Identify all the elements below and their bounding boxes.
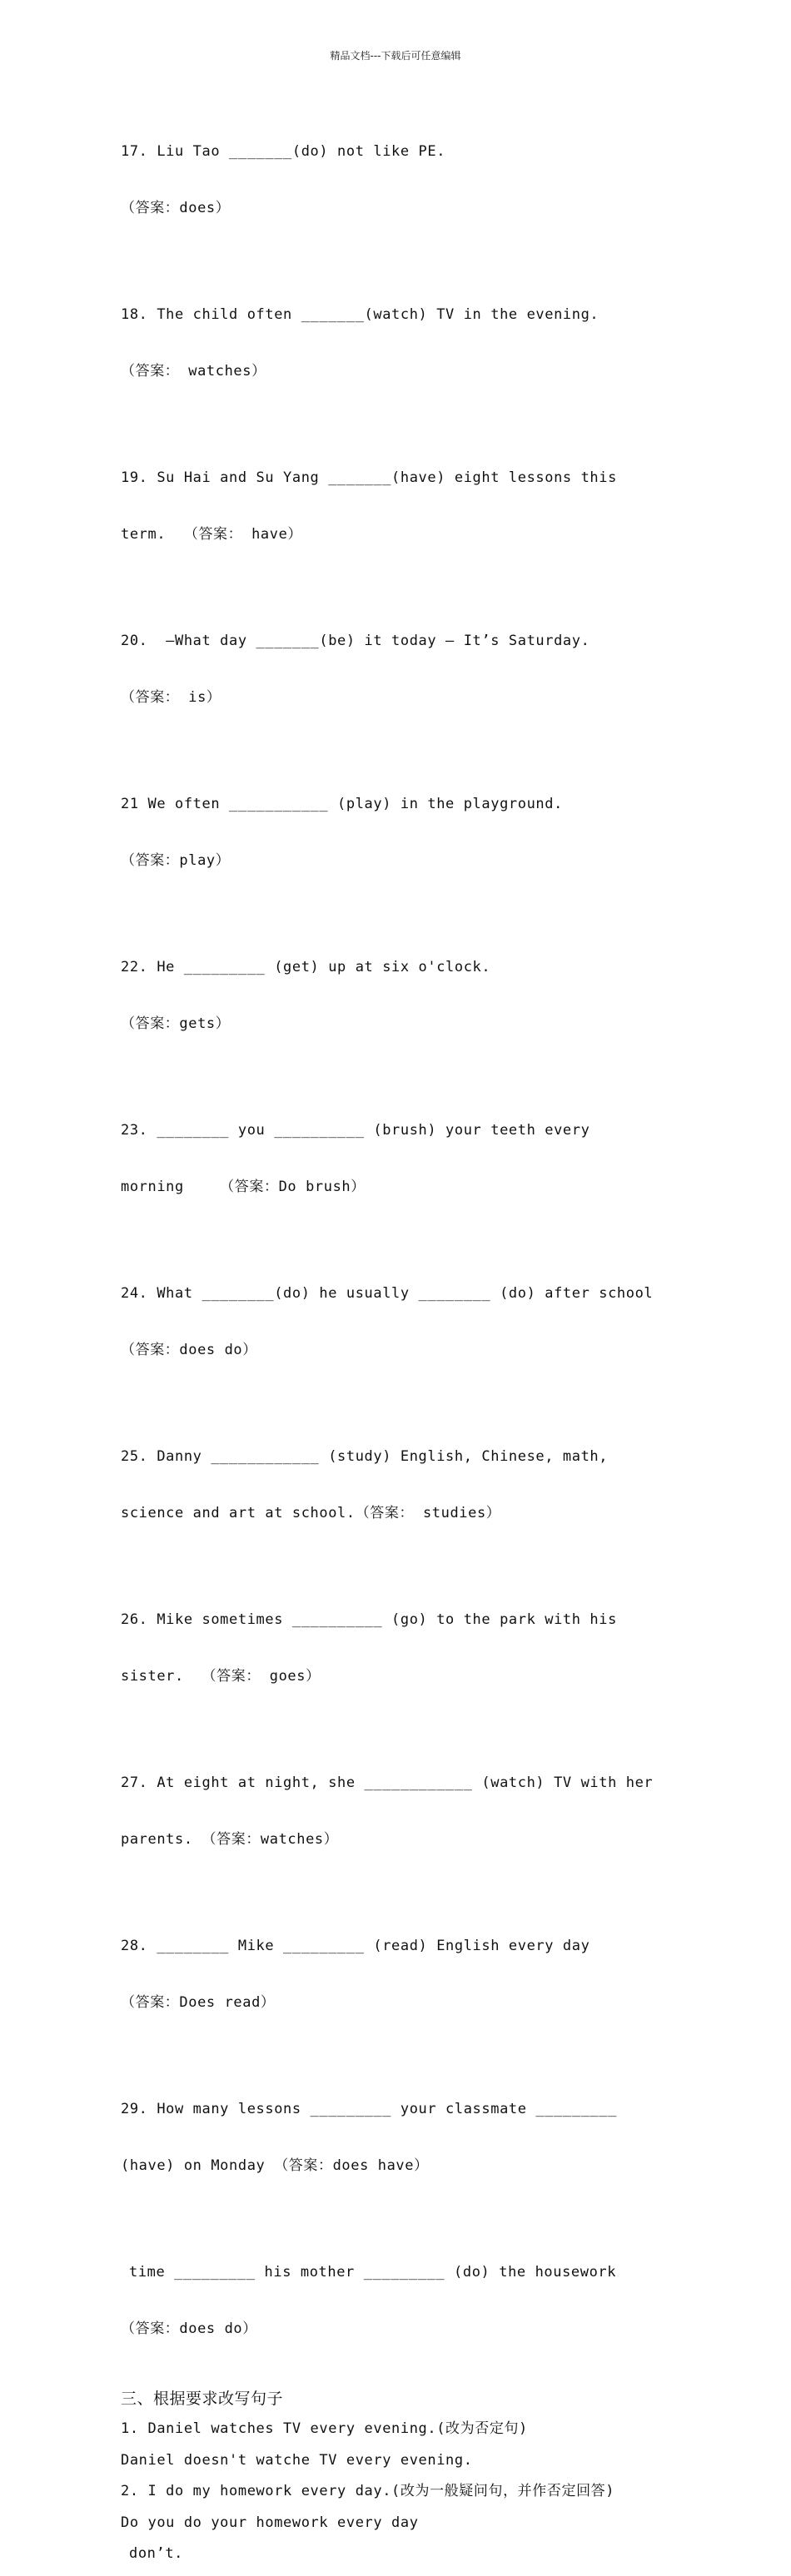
question-text: 19. Su Hai and Su Yang _______(have) eight lessons this: [121, 469, 617, 486]
answer-text: （答案：gets）: [121, 1015, 231, 1032]
question-text: 18. The child often _______(watch) TV in the evening.: [121, 306, 599, 323]
question-text: 24. What ________(do) he usually ________ (do) after school: [121, 1285, 654, 1302]
question-19: [121, 431, 679, 581]
answer-text: science and art at school.（答案： studies）: [121, 1504, 501, 1521]
question-text: 28. ________ Mike _________ (read) English every day: [121, 1938, 590, 1954]
question-text: 22. He _________ (get) up at six o'clock.: [121, 959, 491, 975]
answer-text: （答案：does）: [121, 199, 231, 216]
answer-text: term. （答案： have）: [121, 525, 303, 543]
question-25: [121, 1410, 679, 1560]
question-21: [121, 757, 679, 907]
rewrite-question-2: 2. I do my homework every day.(改为一般疑问句，并作否定回答): [121, 2483, 615, 2499]
question-text: time _________ his mother _________ (do) the housework: [129, 2264, 617, 2281]
page-header: 精品文档---下载后可任意编辑: [330, 50, 461, 62]
answer-text: （答案：does do）: [121, 2320, 257, 2337]
answer-text: （答案：does do）: [121, 1341, 257, 1358]
question-text: 20. —What day _______(be) it today — It’s Saturday.: [121, 633, 590, 649]
question-29: [121, 2062, 679, 2212]
question-18: [121, 268, 679, 418]
section-heading: 三、根据要求改写句子: [121, 2390, 284, 2408]
question-30-fragment: [121, 2226, 679, 2375]
question-text: 27. At eight at night, she ____________ (watch) TV with her: [121, 1774, 654, 1791]
question-27: [121, 1736, 679, 1886]
question-24: [121, 1247, 679, 1397]
answer-text: （答案： watches）: [121, 362, 266, 380]
answer-text: （答案：Does read）: [121, 1993, 276, 2011]
answer-text: （答案：play）: [121, 851, 231, 869]
question-text: 21 We often ___________ (play) in the playground.: [121, 796, 563, 812]
question-text: 23. ________ you __________ (brush) your teeth every: [121, 1122, 590, 1139]
answer-text: （答案： is）: [121, 688, 221, 706]
question-20: [121, 594, 679, 744]
question-28: [121, 1899, 679, 2049]
question-text: 29. How many lessons _________ your classmate _________: [121, 2101, 617, 2117]
question-23: [121, 1084, 679, 1233]
question-17: [121, 105, 679, 255]
answer-text: parents. （答案：watches）: [121, 1830, 339, 1848]
rewrite-answer-2: Do you do your homework every day: [121, 2514, 419, 2531]
question-text: 25. Danny ____________ (study) English, Chinese, math,: [121, 1448, 609, 1465]
answer-text: sister. （答案： goes）: [121, 1667, 321, 1685]
question-22: [121, 921, 679, 1070]
document-body: [121, 105, 679, 2576]
rewrite-question-1: 1. Daniel watches TV every evening.(改为否定句): [121, 2420, 528, 2437]
question-text: 17. Liu Tao _______(do) not like PE.: [121, 143, 446, 160]
answer-text: (have) on Monday （答案：does have）: [121, 2157, 429, 2174]
question-26: [121, 1573, 679, 1723]
question-text: 26. Mike sometimes __________ (go) to the park with his: [121, 1611, 617, 1628]
answer-text: morning （答案：Do brush）: [121, 1178, 366, 1195]
rewrite-answer-2-short: don’t.: [129, 2545, 184, 2562]
rewrite-answer-1: Daniel doesn't watche TV every evening.: [121, 2451, 473, 2469]
